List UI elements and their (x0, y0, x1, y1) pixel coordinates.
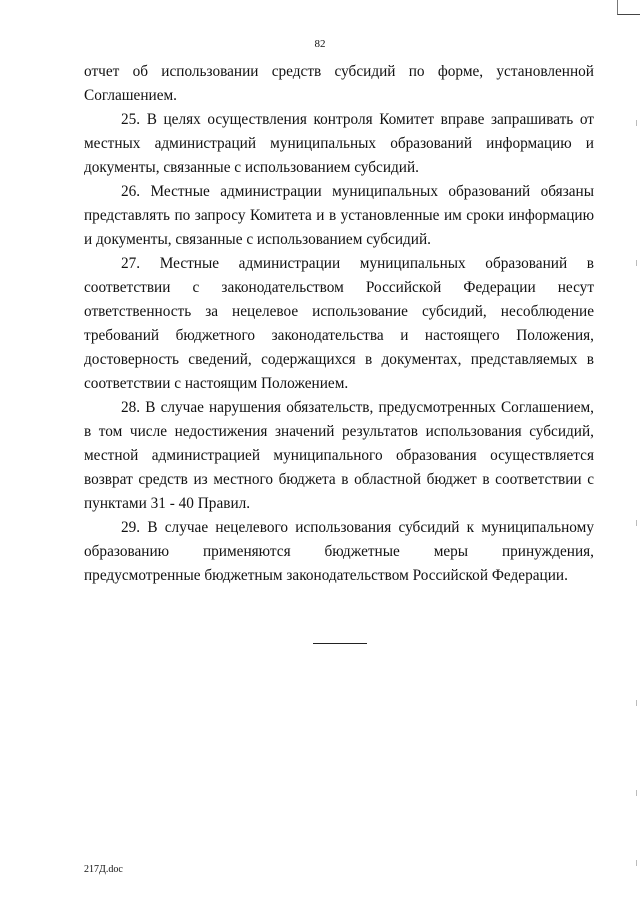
scan-dot (636, 120, 637, 126)
scan-dot (636, 260, 637, 266)
scan-edge-marks (630, 0, 640, 905)
paragraph-28: 28. В случае нарушения обязательств, предусмотренных Соглашением, в том числе недостижения значений результатов использования субсидий, местной администрацией муниципального образования осуществляется возврат средств из местного бюджета в областной бюджет в соответствии с пунктами 31 - 40 Правил. (84, 399, 594, 512)
paragraph-26: 26. Местные администрации муниципальных образований обязаны представлять по запросу Комитета и в установленные им сроки информацию и документы, связанные с использованием субсидий. (84, 183, 594, 248)
paragraph-continuation: отчет об использовании средств субсидий по форме, установленной Соглашением. (84, 63, 594, 104)
footer-filename: 217Д.doc (84, 864, 123, 875)
scan-corner-mark (617, 0, 640, 15)
page-number: 82 (314, 38, 326, 50)
paragraph-29: 29. В случае нецелевого использования субсидий к муниципальному образованию применяются бюджетные меры принуждения, предусмотренные бюджетным законодательством Российской Федерации. (84, 519, 594, 584)
scan-dot (636, 790, 637, 796)
paragraph-25: 25. В целях осуществления контроля Комитет вправе запрашивать от местных администраций муниципальных образований информацию и документы, связанные с использованием субсидий. (84, 111, 594, 176)
document-body (84, 60, 594, 588)
scan-dot (636, 520, 637, 526)
end-divider-line (313, 643, 367, 644)
scan-dot (636, 700, 637, 706)
paragraph-27: 27. Местные администрации муниципальных образований в соответствии с законодательством Российской Федерации несут ответственность за нецелевое использование субсидий, несоблюдение требований бюджетного законодательства и настоящего Положения, достоверность сведений, содержащихся в документах, представляемых в соответствии с настоящим Положением. (84, 255, 594, 392)
scan-dot (636, 860, 637, 866)
